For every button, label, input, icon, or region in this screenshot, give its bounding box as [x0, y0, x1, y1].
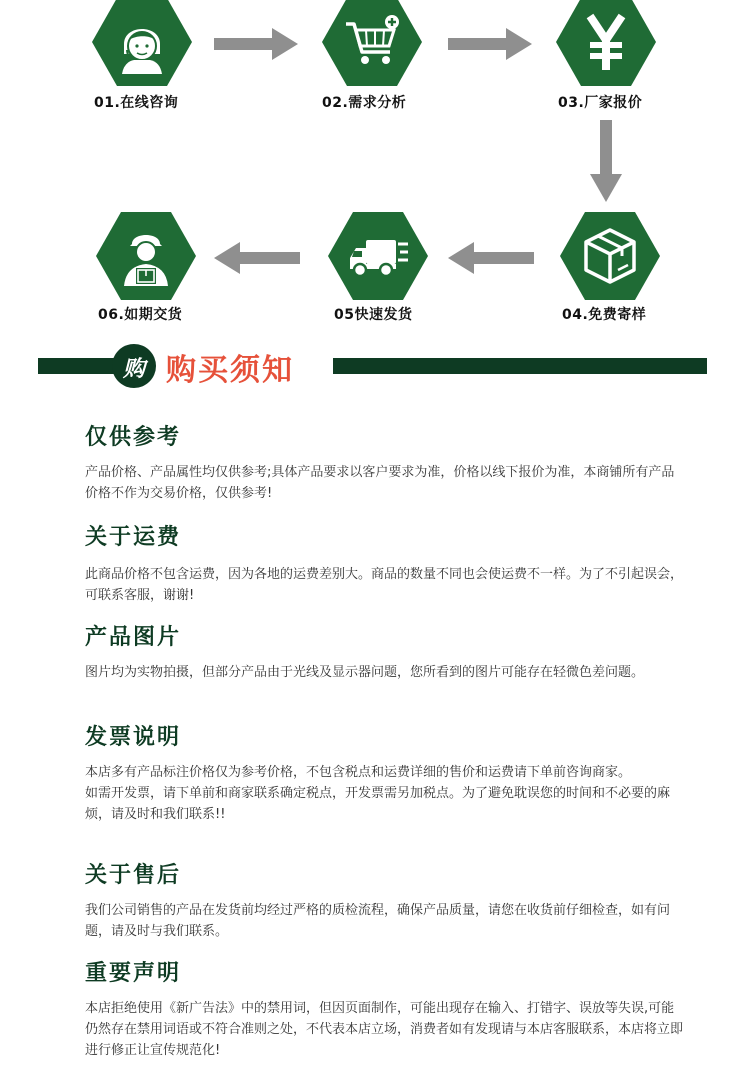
section-title-images: 产品图片	[85, 625, 182, 650]
section-body-after-sales	[85, 900, 685, 942]
section-title-invoice: 发票说明	[85, 725, 182, 750]
package-box-icon	[578, 224, 642, 288]
section-title-reference: 仅供参考	[85, 425, 182, 450]
section-paragraph: 此商品价格不包含运费，因为各地的运费差别大。商品的数量不同也会使运费不一样。为了不引起误会，可联系客服，谢谢!	[85, 567, 684, 603]
step-05-label: 05快速发货	[334, 307, 413, 323]
delivery-truck-icon	[346, 224, 410, 288]
section-paragraph: 如需开发票，请下单前和商家联系确定税点，开发票需另加税点。为了避免耽误您的时间和不必要的麻烦，请及时和我们联系!!	[85, 786, 671, 822]
arrow-down-icon	[588, 118, 624, 204]
shopping-cart-icon	[340, 10, 404, 74]
section-paragraph: 我们公司销售的产品在发货前均经过严格的质检流程，确保产品质量，请您在收货前仔细检查，如有问题，请及时与我们联系。	[85, 903, 671, 939]
banner-line-left	[38, 358, 114, 374]
banner-title: 购买须知	[166, 353, 294, 388]
courier-icon	[114, 224, 178, 288]
section-paragraph: 本店多有产品标注价格仅为参考价格，不包含税点和运费详细的售价和运费请下单前咨询商家。	[85, 765, 632, 780]
step-05-hexagon	[328, 206, 428, 306]
step-03-hexagon	[556, 0, 656, 92]
section-body-shipping	[85, 564, 685, 606]
section-paragraph: 本店拒绝使用《新广告法》中的禁用词，但因页面制作，可能出现存在输入、打错字、误放等失误,可能仍然存在禁用词语或不符合准则之处，不代表本店立场，消费者如有发现请与本店客服联系，本店将立即进行修正让宣传规范化!	[85, 1001, 684, 1058]
section-paragraph: 图片均为实物拍摄，但部分产品由于光线及显示器问题，您所看到的图片可能存在轻微色差问题。	[85, 665, 645, 680]
step-04-label: 04.免费寄样	[562, 307, 647, 323]
arrow-right-icon	[212, 26, 300, 62]
banner-badge	[112, 344, 156, 388]
arrow-left-icon	[446, 240, 536, 276]
yen-icon	[574, 10, 638, 74]
step-03-label: 03.厂家报价	[558, 95, 643, 111]
customer-service-icon	[110, 10, 174, 74]
step-01-label: 01.在线咨询	[94, 95, 179, 111]
arrow-right-icon	[446, 26, 534, 62]
section-body-statement	[85, 998, 685, 1061]
arrow-left-icon	[212, 240, 302, 276]
banner-badge-char: 购	[122, 357, 145, 382]
section-title-shipping: 关于运费	[85, 525, 182, 550]
section-body-reference	[85, 462, 685, 504]
step-04-hexagon	[560, 206, 660, 306]
section-paragraph: 产品价格、产品属性均仅供参考;具体产品要求以客户要求为准，价格以线下报价为准，本商铺所有产品价格不作为交易价格，仅供参考!	[85, 465, 675, 501]
step-06-hexagon	[96, 206, 196, 306]
section-body-invoice	[85, 762, 685, 825]
section-body-images	[85, 662, 685, 683]
step-06-label: 06.如期交货	[98, 307, 183, 323]
step-01-hexagon	[92, 0, 192, 92]
step-02-label: 02.需求分析	[322, 95, 407, 111]
section-title-after-sales: 关于售后	[85, 863, 182, 888]
section-title-statement: 重要声明	[85, 961, 182, 986]
step-02-hexagon	[322, 0, 422, 92]
banner-line-right	[333, 358, 707, 374]
